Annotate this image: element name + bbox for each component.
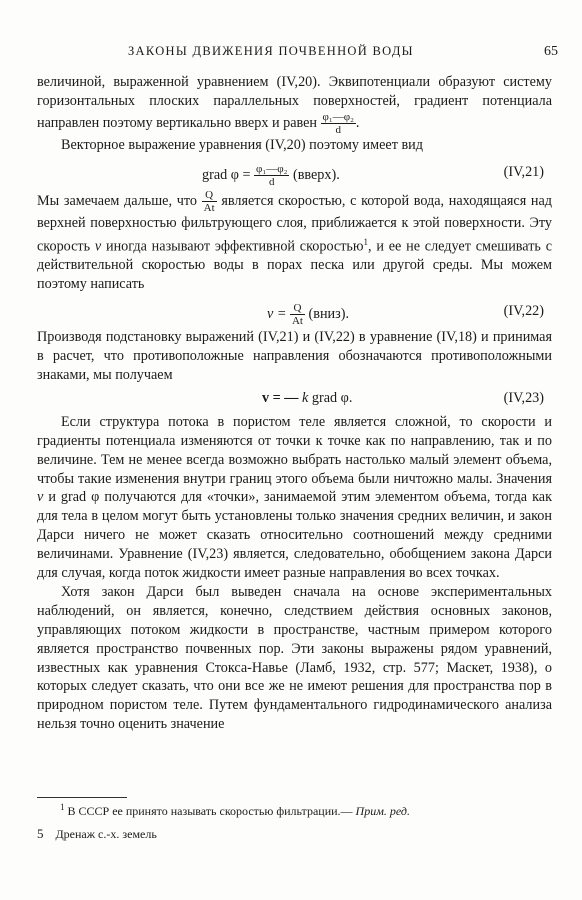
fraction-phi: $\frac{\text{φ₁—φ₂}}{d}$: [322, 110, 354, 136]
formula-iv-21: grad φ = $\frac{\text{φ₁—φ₂}}{d}$ (вверх). (IV,21): [202, 162, 544, 188]
equation-number: (IV,23): [503, 389, 544, 406]
paragraph-5: Если структура потока в пористом теле является сложной, то скорости и градиенты потенциала изменяются от точки к точке как по направлению, так и по величине. Тем не менее всегда возможно выбрать настолько малый элемент объема, чтобы такие изменения внутри границ этого объема были ничтожно малы. Значения v и grad φ получаются для «точки», занимаемой этим элементом объема, тогда как для тела в целом могут быть установлены только значения средних величин, и закон Дарси ничего не может сказать относительно соотношений между средними величинами. Уравнение (IV,23) является, следовательно, обобщением закона Дарси для случая, когда поток жидкости имеет разные направления во всех точках.: [37, 413, 552, 582]
paragraph-1: величиной, выраженной уравнением (IV,20). Эквипотенциали образуют систему горизонтальных плоских параллельных поверхностей, градиент потенциала направлен поэтому вертикально вверх и равен $\frac{\text{φ₁—φ₂}}{d}$ .: [37, 74, 552, 136]
running-header: [64, 44, 558, 62]
body-text: [37, 73, 552, 734]
paragraph-3: Мы замечаем дальше, что $\frac{Q}{At}$ является скоростью, с которой вода, находящаяся над верхней поверхностью фильтрующего слоя, приближается к этой поверхности. Эту скорость v иногда называют эффективной скоростью$^1$, и ее не следует смешивать с действительной скоростью воды в порах песка или другой среды. Мы можем поэтому написать: [37, 188, 553, 293]
formula-iv-22: v = $\frac{Q}{At}$ (вниз). (IV,22): [267, 302, 544, 328]
footnote: $^1$ В СССР ее принято называть скоростью фильтрации.— Прим. ред.: [60, 802, 410, 818]
paragraph-2: Векторное выражение уравнения (IV,20) поэтому имеет вид: [61, 136, 423, 153]
equation-number: (IV,22): [503, 303, 544, 320]
equation-number: (IV,21): [503, 163, 544, 180]
running-title: ЗАКОНЫ ДВИЖЕНИЯ ПОЧВЕННОЙ ВОДЫ: [128, 44, 414, 58]
formula-iv-23: v = — k grad φ. (IV,23): [262, 389, 544, 406]
footnote-divider: [37, 797, 127, 798]
paragraph-6: Хотя закон Дарси был выведен сначала на основе экспериментальных наблюдений, он является, конечно, следствием действия основных законов, управляющих потоком жидкости в пространстве, частным примером которого является пространство почвенных пор. Эти законы выражены рядом уравнений, известных как уравнения Стокса-Навье (Ламб, 1932, стр. 577; Маскет, 1938), о которых следует сказать, что они все же не имеют решения для пространства пор в природном пористом теле. Путем фундаментального гидродинамического анализа нельзя точно оценить значение: [37, 583, 552, 733]
page-number: 65: [544, 44, 558, 59]
printer-signature: 5 Дренаж с.-х. земель: [37, 826, 157, 841]
paragraph-4: Производя подстановку выражений (IV,21) и (IV,22) в уравнение (IV,18) и принимая в расчет, что противоположные направления обозначаются противоположными знаками, мы получаем: [37, 329, 552, 383]
fraction-q: $\frac{Q}{At}$: [203, 188, 215, 214]
